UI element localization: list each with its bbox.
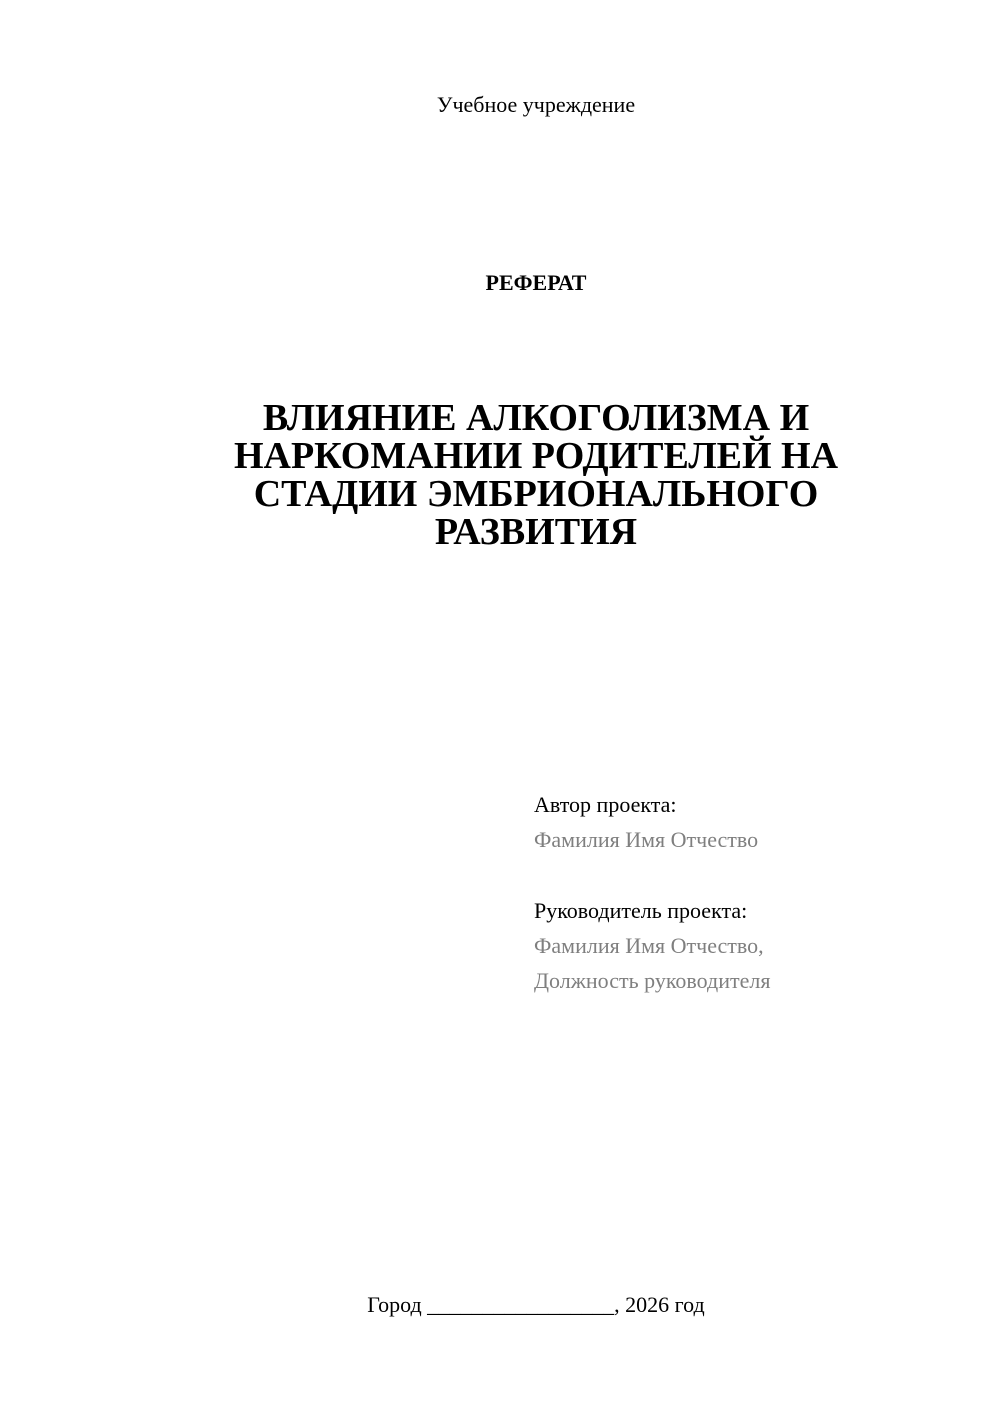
author-name: Фамилия Имя Отчество — [534, 827, 759, 852]
document-type: РЕФЕРАТ — [485, 270, 587, 295]
city-blank: _________________ — [427, 1292, 615, 1317]
document-title — [200, 399, 872, 551]
author-label: Автор проекта: — [534, 792, 677, 817]
project-credits — [534, 787, 974, 998]
title-line: СТАДИИ ЭМБРИОНАЛЬНОГО — [253, 473, 819, 515]
credits-spacer — [534, 857, 974, 893]
city-label: Город — [367, 1292, 422, 1317]
title-line: НАРКОМАНИИ РОДИТЕЛЕЙ НА — [233, 435, 839, 477]
title-line: РАЗВИТИЯ — [434, 511, 638, 553]
supervisor-position: Должность руководителя — [534, 968, 771, 993]
city-year-line — [0, 1290, 1000, 1320]
institution-name: Учебное учреждение — [436, 92, 636, 117]
supervisor-label: Руководитель проекта: — [534, 898, 748, 923]
title-line: ВЛИЯНИЕ АЛКОГОЛИЗМА И — [262, 397, 810, 439]
year-text: , 2026 год — [614, 1292, 705, 1317]
supervisor-name: Фамилия Имя Отчество, — [534, 933, 764, 958]
